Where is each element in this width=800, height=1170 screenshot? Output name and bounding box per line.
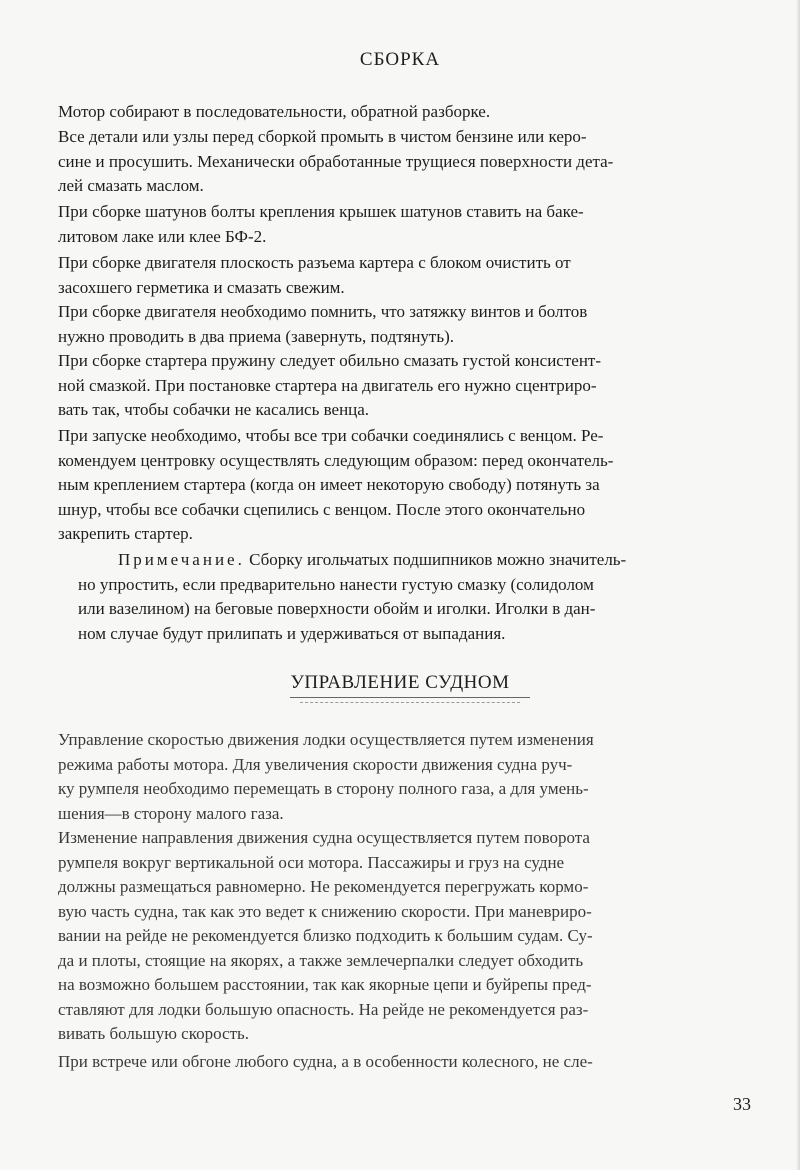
- text-line: режима работы мотора. Для увеличения скорости движения судна руч-: [58, 754, 573, 774]
- text-line: ку румпеля необходимо перемещать в сторону полного газа, а для умень-: [58, 779, 589, 798]
- text-line: При сборке шатунов болты крепления крышек шатунов ставить на баке-: [58, 202, 584, 221]
- section-title-vessel-control: УПРАВЛЕНИЕ СУДНОМ: [290, 672, 510, 693]
- paragraph: [58, 251, 764, 300]
- text-line: закрепить стартер.: [58, 524, 193, 543]
- text-line: румпеля вокруг вертикальной оси мотора. Пассажиры и груз на судне: [58, 852, 565, 872]
- text-line: или вазелином) на беговые поверхности обойм и иголки. Иголки в дан-: [78, 599, 596, 618]
- page-number: 33: [733, 1094, 751, 1114]
- paragraph: [58, 826, 764, 1047]
- text-line: шнур, чтобы все собачки сцепились с венцом. После этого окончательно: [58, 499, 586, 519]
- text-line: вании на рейде не рекомендуется близко подходить к большим судам. Су-: [58, 926, 593, 945]
- note-first-line: [78, 548, 768, 573]
- text-line: сине и просушить. Механически обработанные трущиеся поверхности дета-: [58, 151, 614, 171]
- text-line: Все детали или узлы перед сборкой промыть в чистом бензине или керо-: [58, 127, 587, 146]
- text-line: Управление скоростью движения лодки осуществляется путем изменения: [58, 730, 594, 749]
- text-line: Изменение направления движения судна осуществляется путем поворота: [58, 828, 590, 847]
- text-line: шения—в сторону малого газа.: [58, 803, 284, 823]
- text-line: да и плоты, стоящие на якорях, а также землечерпалки следует обходить: [58, 950, 584, 970]
- text-line: ной смазкой. При постановке стартера на двигатель его нужно сцентриро-: [58, 375, 597, 395]
- note-paragraph: [78, 548, 768, 646]
- text-line: Мотор собирают в последовательности, обратной разборке.: [58, 102, 491, 121]
- paragraph: [58, 1050, 764, 1075]
- text-line: на возможно большем расстоянии, так как якорные цепи и буйрепы пред-: [58, 975, 592, 994]
- text-line: нужно проводить в два приема (завернуть, подтянуть).: [58, 326, 455, 346]
- note-label: Примечание.: [118, 550, 245, 569]
- text-line: вать так, чтобы собачки не касались венца.: [58, 400, 370, 419]
- note-text: Сборку игольчатых подшипников можно значитель-: [249, 550, 627, 569]
- text-line: комендуем центровку осуществлять следующим образом: перед окончатель-: [58, 450, 614, 470]
- paragraph: [58, 100, 764, 125]
- paragraph: [58, 728, 764, 826]
- text-line: При сборке двигателя необходимо помнить, что затяжку винтов и болтов: [58, 302, 588, 321]
- text-line: ставляют для лодки большую опасность. На рейде не рекомендуется раз-: [58, 999, 589, 1019]
- paragraph: [58, 300, 764, 349]
- text-line: засохшего герметика и смазать свежим.: [58, 277, 345, 297]
- text-line: ном случае будут прилипать и удерживаться от выпадания.: [78, 623, 506, 643]
- text-line: вую часть судна, так как это ведет к снижению скорости. При маневриро-: [58, 901, 592, 921]
- text-line: При встрече или обгоне любого судна, а в особенности колесного, не сле-: [58, 1052, 593, 1071]
- paragraph: [58, 125, 764, 199]
- text-line: вивать большую скорость.: [58, 1024, 250, 1043]
- text-line: При сборке стартера пружину следует обильно смазать густой консистент-: [58, 351, 602, 370]
- text-line: При сборке двигателя плоскость разъема картера с блоком очистить от: [58, 253, 571, 272]
- section-title-assembly: СБОРКА: [359, 49, 441, 70]
- text-line: ным креплением стартера (когда он имеет некоторую свободу) потянуть за: [58, 475, 600, 494]
- paragraph: [58, 424, 764, 547]
- text-line: лей смазать маслом.: [58, 176, 204, 195]
- title-underline-dashed: [300, 702, 520, 703]
- paragraph: [58, 349, 764, 423]
- paragraph: [58, 200, 764, 249]
- text-line: При запуске необходимо, чтобы все три собачки соединялись с венцом. Ре-: [58, 426, 604, 445]
- page-edge-shadow: [796, 0, 800, 1170]
- text-line: литовом лаке или клее БФ-2.: [58, 226, 267, 246]
- text-line: но упростить, если предварительно нанести густую смазку (солидолом: [78, 574, 594, 594]
- title-underline: [290, 697, 530, 698]
- text-line: должны размещаться равномерно. Не рекомендуется перегружать кормо-: [58, 877, 589, 896]
